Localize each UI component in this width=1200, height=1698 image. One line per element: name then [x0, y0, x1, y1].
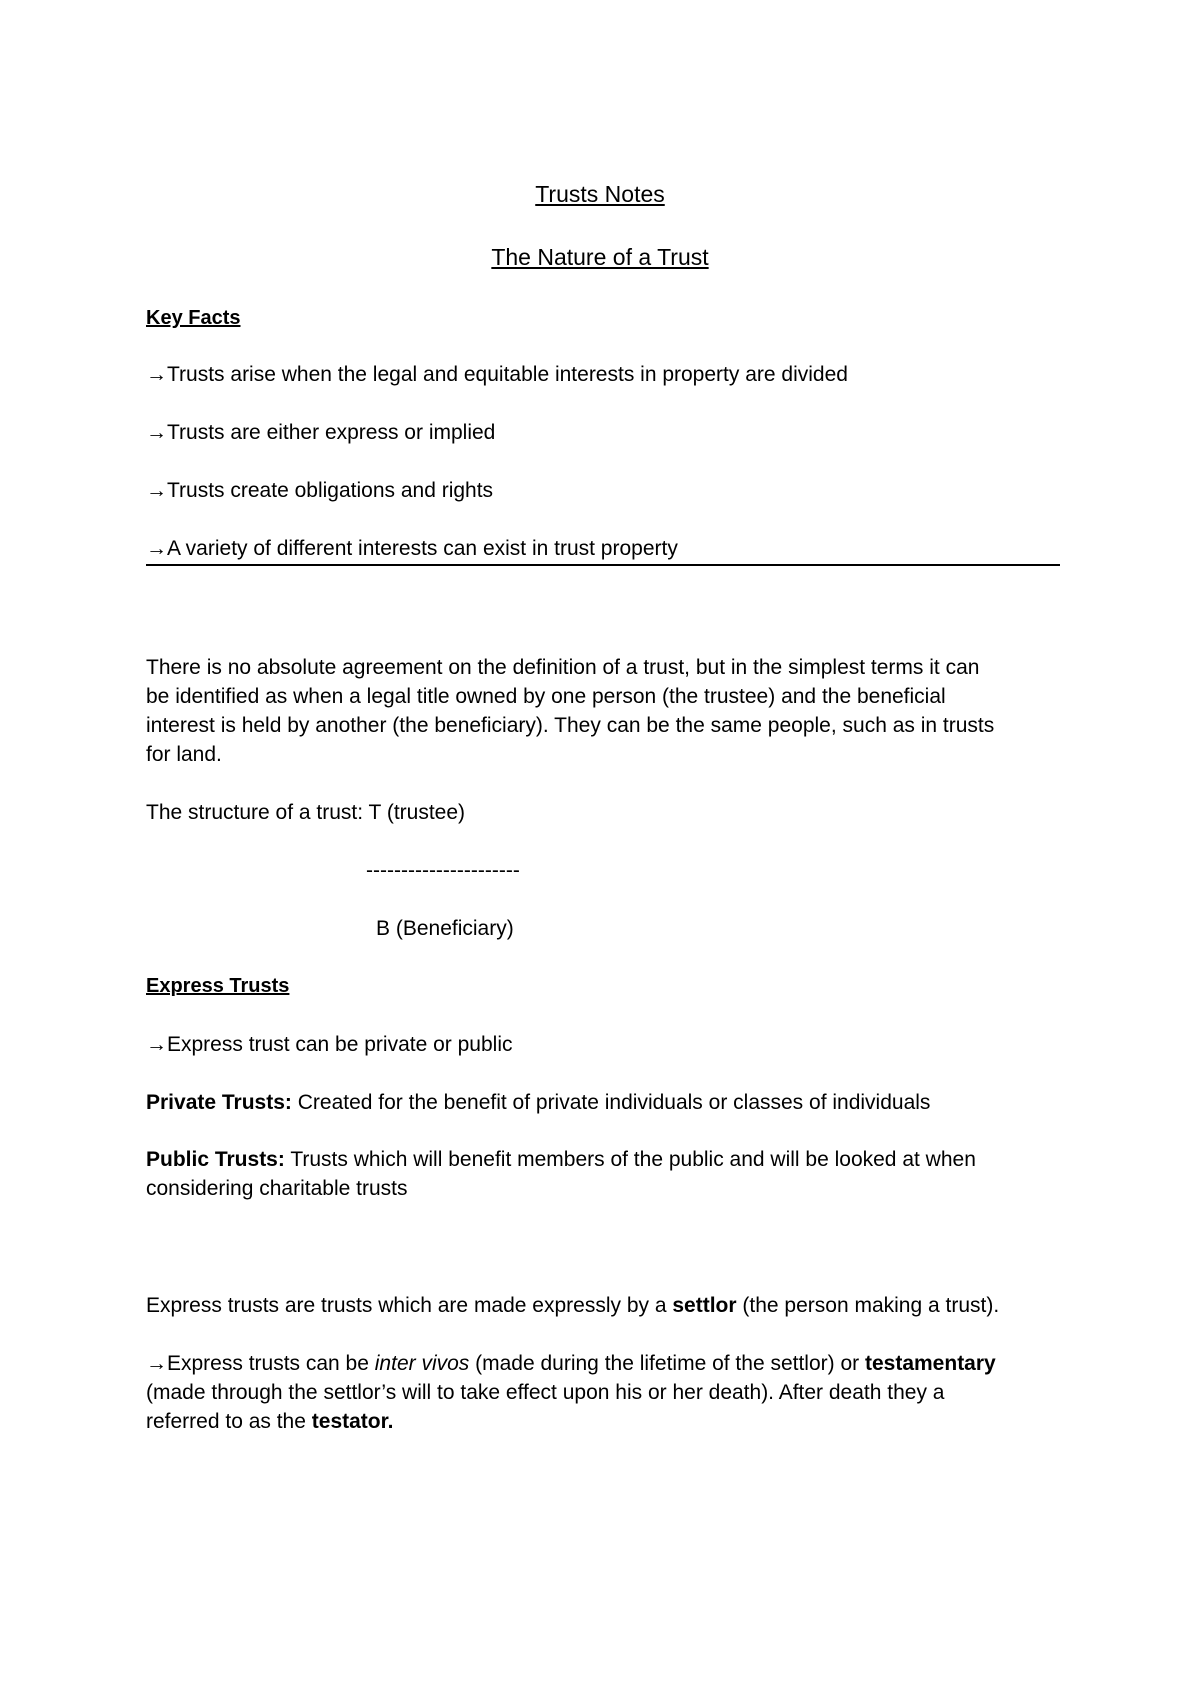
- definition-line: be identified as when a legal title owned by one person (the trustee) and the beneficial: [146, 685, 946, 708]
- definition-line: There is no absolute agreement on the definition of a trust, but in the simplest terms it can: [146, 656, 980, 679]
- inter-vivos-term: inter vivos: [374, 1352, 470, 1375]
- testator-term: testator.: [311, 1410, 394, 1433]
- definition-line: interest is held by another (the beneficiary). They can be the same people, such as in trusts: [146, 714, 995, 737]
- definition-line: for land.: [146, 743, 222, 766]
- key-facts-heading: Key Facts: [146, 307, 241, 329]
- private-trusts-line: [146, 1088, 930, 1117]
- key-fact-item: [146, 476, 493, 505]
- arrow-icon: →: [146, 479, 167, 502]
- key-fact-text: Trusts are either express or implied: [167, 421, 496, 444]
- private-trusts-label: Private Trusts:: [146, 1091, 292, 1114]
- key-fact-text: A variety of different interests can exist in trust property: [167, 537, 678, 560]
- settlor-post: (the person making a trust).: [736, 1294, 1000, 1317]
- document-title: Trusts Notes: [535, 181, 665, 207]
- public-trusts-line-2: considering charitable trusts: [146, 1177, 408, 1200]
- key-fact-item: [146, 534, 678, 563]
- key-fact-item: [146, 360, 848, 389]
- testamentary-term: testamentary: [864, 1352, 996, 1375]
- settlor-line: [146, 1291, 999, 1320]
- inter-pre: Express trusts can be: [167, 1352, 375, 1375]
- public-trusts-label: Public Trusts:: [146, 1148, 285, 1171]
- section-title: The Nature of a Trust: [491, 244, 709, 270]
- settlor-term: settlor: [672, 1294, 737, 1317]
- arrow-icon: →: [146, 1033, 167, 1056]
- inter-vivos-line-2: (made through the settlor’s will to take effect upon his or her death). After death they a: [146, 1381, 945, 1404]
- key-fact-text: Trusts create obligations and rights: [167, 479, 494, 502]
- public-trusts-line: [146, 1145, 976, 1174]
- inter-mid: (made during the lifetime of the settlor) or: [469, 1352, 865, 1375]
- arrow-icon: →: [146, 421, 167, 444]
- arrow-icon: →: [146, 1352, 167, 1375]
- arrow-icon: →: [146, 363, 167, 386]
- express-trusts-heading: Express Trusts: [146, 975, 290, 997]
- testator-pre: referred to as the: [146, 1410, 312, 1433]
- public-trusts-text: Trusts which will benefit members of the public and will be looked at when: [284, 1148, 976, 1171]
- inter-vivos-line: [146, 1349, 996, 1378]
- section-divider: [146, 564, 1060, 566]
- express-trust-point: [146, 1030, 513, 1059]
- structure-label: The structure of a trust: T (trustee): [146, 801, 466, 824]
- private-trusts-text: Created for the benefit of private individuals or classes of individuals: [291, 1091, 931, 1114]
- key-fact-text: Trusts arise when the legal and equitable interests in property are divided: [167, 363, 848, 386]
- settlor-pre: Express trusts are trusts which are made expressly by a: [146, 1294, 673, 1317]
- arrow-icon: →: [146, 537, 167, 560]
- structure-dashes: ----------------------: [366, 859, 520, 882]
- key-fact-item: [146, 418, 495, 447]
- inter-vivos-line-3: [146, 1407, 393, 1436]
- express-point-text: Express trust can be private or public: [167, 1033, 513, 1056]
- structure-beneficiary: B (Beneficiary): [376, 917, 514, 940]
